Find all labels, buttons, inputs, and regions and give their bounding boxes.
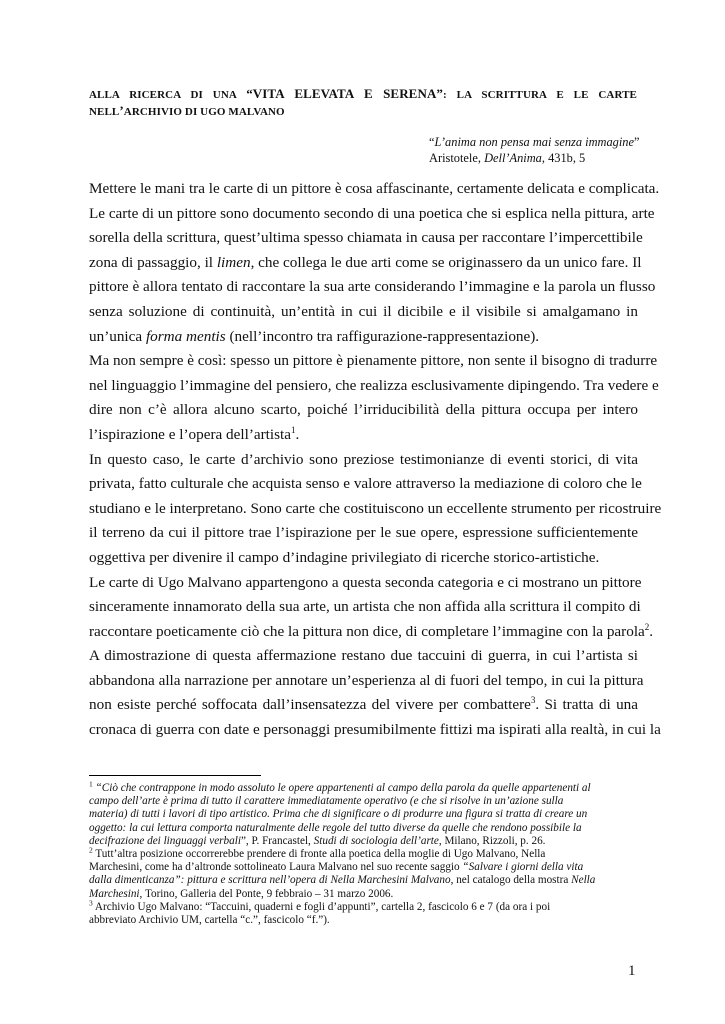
title-line-1 [89,86,637,103]
body-line: oggettiva per divenire il campo d’indagine privilegiato di ricerche storico-artistiche. [89,548,600,566]
body-line: sinceramente innamorato della sua arte, un artista che non affida alla scrittura il compito di [89,598,641,616]
footnote-text: oggetto: la cui lettura comporta naturalmente delle regole del tutto diverse da quelle che rendono possibile la [89,821,582,834]
body-line [89,251,642,276]
title-line-2 [89,103,637,120]
epigraph-quote [429,134,644,150]
footnote-1-line [89,835,639,848]
title-text: : LA SCRITTURA E LE CARTE [443,89,637,101]
body-line: il terreno da cui il pittore trae l’ispirazione per le sue opere, espressione sufficientemente [89,524,638,542]
footnote-1-line [89,808,639,821]
footnote-text: Archivio Ugo Malvano: “Taccuini, quaderni e fogli d’appunti”, cartella 2, fascicolo 6 e 7 (da ora i poi [92,900,551,913]
body-line: In questo caso, le carte d’archivio sono preziose testimonianze di eventi storici, di vita [89,450,638,468]
footnote-2-line [89,845,639,861]
title-text: ALLA RICERCA DI UNA [89,89,247,101]
page-number: 1 [628,963,636,979]
document-title [89,86,637,120]
footnote-3-line [89,914,639,927]
title-quote: “VITA ELEVATA E SERENA” [246,86,444,101]
epigraph-author: Aristotele, [429,151,485,165]
footnote-text: abbreviato Archivio UM, cartella “c.”, fascicolo “f.”). [89,914,330,927]
body-line: Mettere le mani tra le carte di un pittore è cosa affascinante, certamente delicata e complicata. [89,180,660,197]
footnote-ref-1[interactable]: 1 [290,424,296,435]
footnote-italic: Marchesini [89,887,140,900]
body-text-span: zona di passaggio, il [89,253,217,271]
footnote-number: 2 [89,845,93,855]
body-text-span: non esiste perché soffocata dall’insensatezza del vivere per combattere [89,696,531,714]
body-text-span: . Si tratta di una [535,696,639,714]
footnote-1-line [89,779,639,795]
body-text-span: (nell’incontro tra raffigurazione-rappresentazione). [225,327,540,345]
footnote-italic: “Salvare i giorni della vita [462,861,584,874]
body-line: privata, fatto culturale che acquista senso e valore attraverso la mediazione di coloro che le [89,475,642,493]
title-apostrophe: ’ [119,103,124,118]
body-line: cronaca di guerra con date e personaggi presumibilmente fittizi ma ispirati alla realtà, in cui la [89,721,661,739]
footnote-text: Marchesini, come ha d’altronde sottolineato Laura Malvano nel suo recente saggio [89,861,463,874]
footnote-separator [89,775,261,776]
body-italic: limen [216,253,251,271]
body-italic: forma mentis [145,327,226,345]
body-text-span: . [295,425,300,443]
title-text: NELL [89,106,120,118]
epigraph [429,134,644,166]
body-line: Le carte di Ugo Malvano appartengono a questa seconda categoria e ci mostrano un pittore [89,573,642,591]
body-line: pittore è allora tentato di raccontare la sua arte considerando l’immagine e la parola un flusso [89,278,656,296]
footnote-3-line [89,898,639,914]
footnotes [89,779,639,927]
body-line [89,693,638,718]
title-text: ARCHIVIO DI UGO MALVANO [123,106,285,118]
body-line: abbandona alla narrazione per annotare un’esperienza al di fuori del tempo, in cui la pittura [89,671,644,689]
footnote-text: materia) di tutti i lavori di tipo artistico. Prima che di significare o di produrre una figura si tratta di creare un [89,808,588,821]
body-text [89,177,662,743]
footnote-2-line [89,874,639,887]
body-line: Le carte di un pittore sono documento secondo di una poetica che si esplica nella pittura, arte [89,204,655,222]
body-line: nel linguaggio l’immagine del pensiero, che realizza esclusivamente dipingendo. Tra vedere e [89,376,659,394]
footnote-1-line [89,822,639,835]
epigraph-quote-text: L’anima non pensa mai senza immagine [434,135,635,149]
quote-mark: “ [429,135,435,149]
body-text-span: , che collega le due arti come se originassero da un unico fare. Il [250,253,642,271]
footnote-italic: dalla dimenticanza”: pittura e scrittura nell’opera di Nella Marchesini Malvano [89,874,451,887]
footnote-text: decifrazione dei linguaggi verbali [89,834,241,847]
footnote-ref-2[interactable]: 2 [644,621,650,632]
body-line: Ma non sempre è così: spesso un pittore è pienamente pittore, non sente il bisogno di tradurre [89,352,658,370]
body-text-span: un’unica [89,327,146,345]
footnote-italic: Nella [571,874,596,887]
footnote-1-line [89,795,639,808]
body-text-span: . [649,622,654,640]
body-line [89,620,654,645]
body-line: dire non c’è allora alcuno scarto, poiché l’irriducibilità della pittura occupa per intero [89,401,638,419]
footnote-text: campo dell’arte è prima di tutto il carattere immediatamente operativo (e che si risolve in un’azione sulla [89,795,564,808]
quote-mark: ” [634,135,640,149]
body-line: sorella della scrittura, quest’ultima spesso chiamata in causa per raccontare l’impercettibile [89,229,643,247]
footnote-text: ”, P. Francastel, [240,834,314,847]
body-line: A dimostrazione di questa affermazione restano due taccuini di guerra, in cui l’artista si [89,647,638,665]
footnote-number: 3 [89,898,93,908]
footnote-text: , Milano, Rizzoli, p. 26. [438,834,546,847]
footnote-number: 1 [89,779,93,789]
epigraph-work: Dell’Anima [484,151,542,165]
footnote-2-line [89,888,639,901]
footnote-ref-3[interactable]: 3 [530,695,536,706]
footnote-2-line [89,861,639,874]
epigraph-source [429,150,644,166]
footnote-text: , Torino, Galleria del Ponte, 9 febbraio – 31 marzo 2006. [139,887,394,900]
footnote-italic: Studi di sociologia dell’arte [313,834,439,847]
body-line: studiano e le interpretano. Sono carte che costituiscono un eccellente strumento per ricostruire [89,499,662,517]
body-text-span: l’ispirazione e l’opera dell’artista [89,425,291,443]
footnote-text: , nel catalogo della mostra [450,874,572,887]
body-line [89,325,638,350]
footnote-text: “Ciò che contrappone in modo assoluto le opere appartenenti al campo della parola da quelle appartenenti al [92,782,591,794]
footnote-text: Tutt’altra posizione occorrerebbe prendere di fronte alla poetica della moglie di Ugo Malvano, Nella [92,848,546,861]
body-line: senza soluzione di continuità, un’entità in cui il dicibile e il visibile si amalgamano in [89,302,638,320]
body-line [89,423,638,448]
body-text-span: raccontare poeticamente ciò che la pittura non dice, di completare l’immagine con la parola [89,622,645,640]
epigraph-reference: , 431b, 5 [541,151,586,165]
